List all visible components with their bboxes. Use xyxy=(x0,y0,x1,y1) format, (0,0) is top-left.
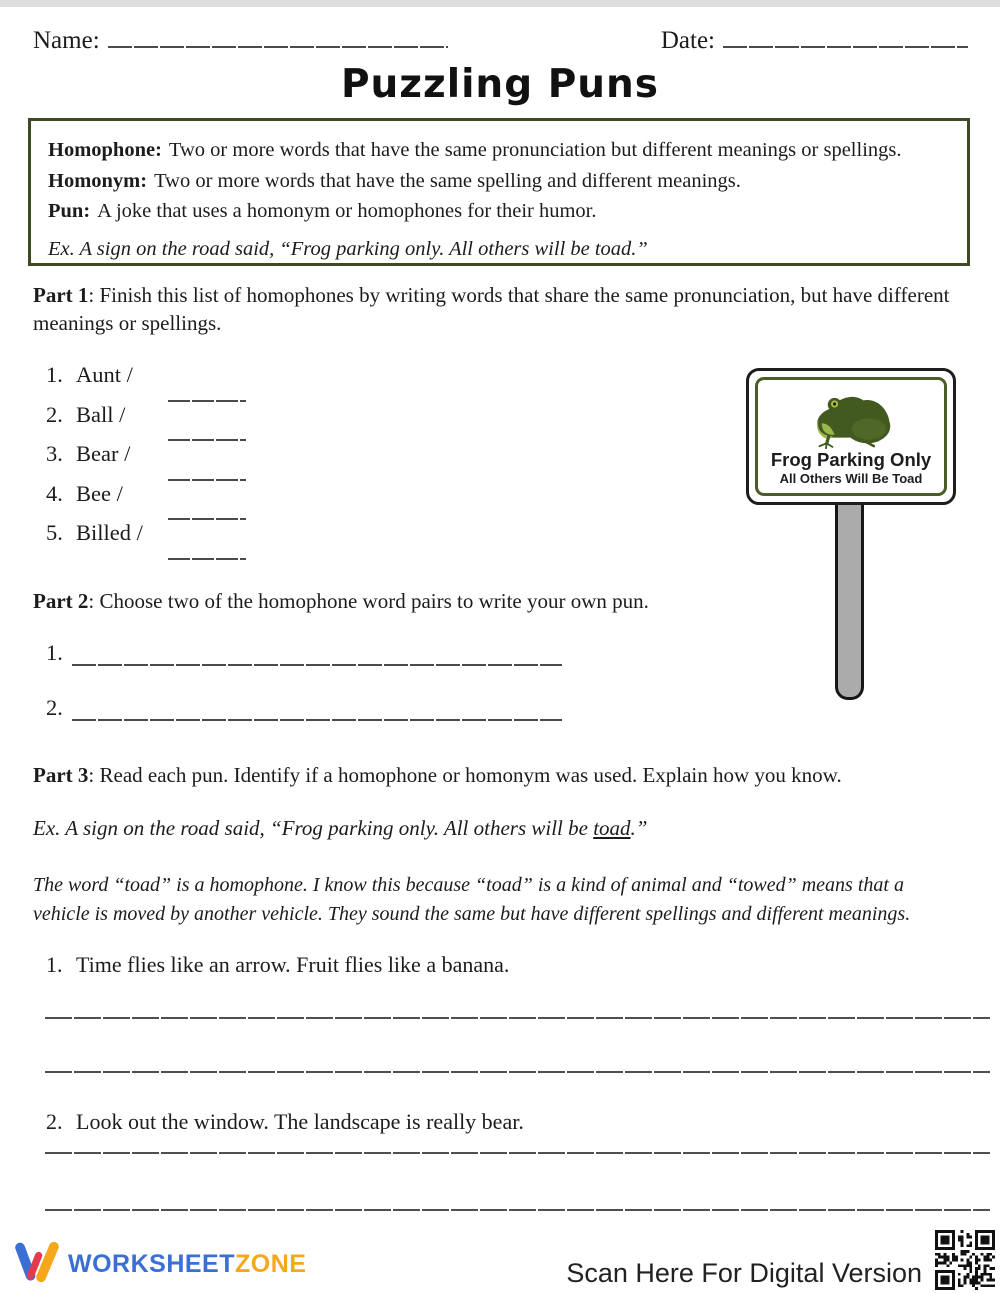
definition-text: Two or more words that have the same pronunciation but different meanings or spellings. xyxy=(168,139,902,161)
question-text: Time flies like an arrow. Fruit flies like a banana. xyxy=(76,952,510,977)
explanation-line: vehicle is moved by another vehicle. They sound the same but have different spellings and different meanings. xyxy=(33,902,911,925)
homophone-blank-line xyxy=(168,417,246,441)
list-item-word: Aunt / xyxy=(76,362,133,387)
scan-here-text: Scan Here For Digital Version xyxy=(566,1258,922,1288)
example-underlined-word: toad xyxy=(593,816,631,840)
page-title: Puzzling Puns xyxy=(340,62,660,107)
brand-zone: ZONE xyxy=(235,1250,307,1278)
homophone-blank-line xyxy=(168,457,246,481)
frog-parking-sign xyxy=(746,368,956,505)
pun-writing-item xyxy=(46,695,562,721)
part2-instructions-text: : Choose two of the homophone word pairs to write your own pun. xyxy=(88,589,649,613)
sign-post xyxy=(835,498,864,700)
pun-blank-line xyxy=(72,640,562,666)
list-item xyxy=(46,441,246,481)
date-field xyxy=(661,24,968,55)
brand-worksheet: WORKSHEET xyxy=(68,1250,235,1278)
definition-example: Ex. A sign on the road said, “Frog parking only. All others will be toad.” xyxy=(48,237,648,260)
list-item-number: 2. xyxy=(46,401,63,427)
list-item-word: Bear / xyxy=(76,441,131,466)
part3-example xyxy=(33,816,647,841)
list-item-word: Billed / xyxy=(76,520,143,545)
brand-text xyxy=(68,1250,306,1279)
list-item-word: Bee / xyxy=(76,480,123,506)
qr-code xyxy=(933,1228,997,1292)
definition-term: Homophone: xyxy=(48,139,162,161)
name-field xyxy=(33,24,448,55)
list-item-number: 1. xyxy=(46,362,63,387)
list-item xyxy=(46,362,246,402)
logo-w-icon xyxy=(12,1240,62,1289)
name-blank-line xyxy=(108,24,448,48)
definition-term: Homonym: xyxy=(48,169,148,192)
part1-label: Part 1 xyxy=(33,283,89,307)
example-prefix: Ex. A sign on the road said, “Frog parking only. All others will be xyxy=(33,816,594,840)
answer-line xyxy=(45,1209,990,1211)
sign-text-line1: Frog Parking Only xyxy=(770,448,932,470)
question-number: 2. xyxy=(46,1109,63,1134)
question-text: Look out the window. The landscape is really bear. xyxy=(76,1109,524,1134)
part2-label: Part 2 xyxy=(33,589,89,613)
date-label: Date: xyxy=(660,27,715,54)
part3-instructions xyxy=(33,761,978,789)
list-item xyxy=(46,520,246,560)
definition-text: Two or more words that have the same spelling and different meanings. xyxy=(154,169,741,192)
list-item xyxy=(46,481,246,521)
list-item-number: 3. xyxy=(46,441,63,466)
pun-blank-line xyxy=(72,695,562,721)
date-blank-line xyxy=(723,24,968,48)
definition-text: A joke that uses a homonym or homophones for their humor. xyxy=(97,200,597,222)
definition-term: Pun: xyxy=(48,200,91,222)
name-label: Name: xyxy=(33,27,100,54)
frog-icon xyxy=(803,389,899,449)
pun-question xyxy=(46,1109,524,1135)
definition-homonym xyxy=(48,166,950,197)
header-row xyxy=(33,24,968,55)
definition-homophone xyxy=(48,135,950,166)
answer-line xyxy=(45,1071,990,1073)
sign-inner-border xyxy=(755,377,947,496)
homophone-blank-line xyxy=(168,536,246,560)
answer-line xyxy=(45,1152,990,1154)
list-item-word: Ball / xyxy=(76,401,126,427)
item-number: 1. xyxy=(46,640,63,665)
part1-instructions-text: : Finish this list of homophones by writing words that share the same pronunciation, but have different meanings or spellings. xyxy=(33,283,950,335)
homophone-blank-line xyxy=(168,378,246,402)
sign-text-line2: All Others Will Be Toad xyxy=(779,470,923,486)
question-number: 1. xyxy=(46,952,63,977)
item-number: 2. xyxy=(46,695,63,720)
part3-explanation xyxy=(33,871,910,928)
answer-line xyxy=(45,1017,990,1019)
homophone-list xyxy=(46,362,246,560)
list-item xyxy=(46,402,246,442)
list-item-number: 5. xyxy=(46,520,63,545)
pun-question xyxy=(46,952,509,978)
homophone-blank-line xyxy=(168,496,246,520)
definition-box xyxy=(28,118,970,266)
part3-label: Part 3 xyxy=(33,763,89,787)
example-suffix: .” xyxy=(630,816,648,840)
part1-instructions xyxy=(33,281,978,337)
pun-writing-item xyxy=(46,640,562,666)
part3-instructions-text: : Read each pun. Identify if a homophone or homonym was used. Explain how you know. xyxy=(88,763,842,787)
worksheet-zone-logo xyxy=(12,1240,306,1289)
list-item-number: 4. xyxy=(46,480,63,506)
page-top-edge xyxy=(0,0,1000,7)
definition-pun xyxy=(48,196,950,227)
explanation-line: The word “toad” is a homophone. I know this because “toad” is a kind of animal and “towed” means that a xyxy=(33,874,904,896)
